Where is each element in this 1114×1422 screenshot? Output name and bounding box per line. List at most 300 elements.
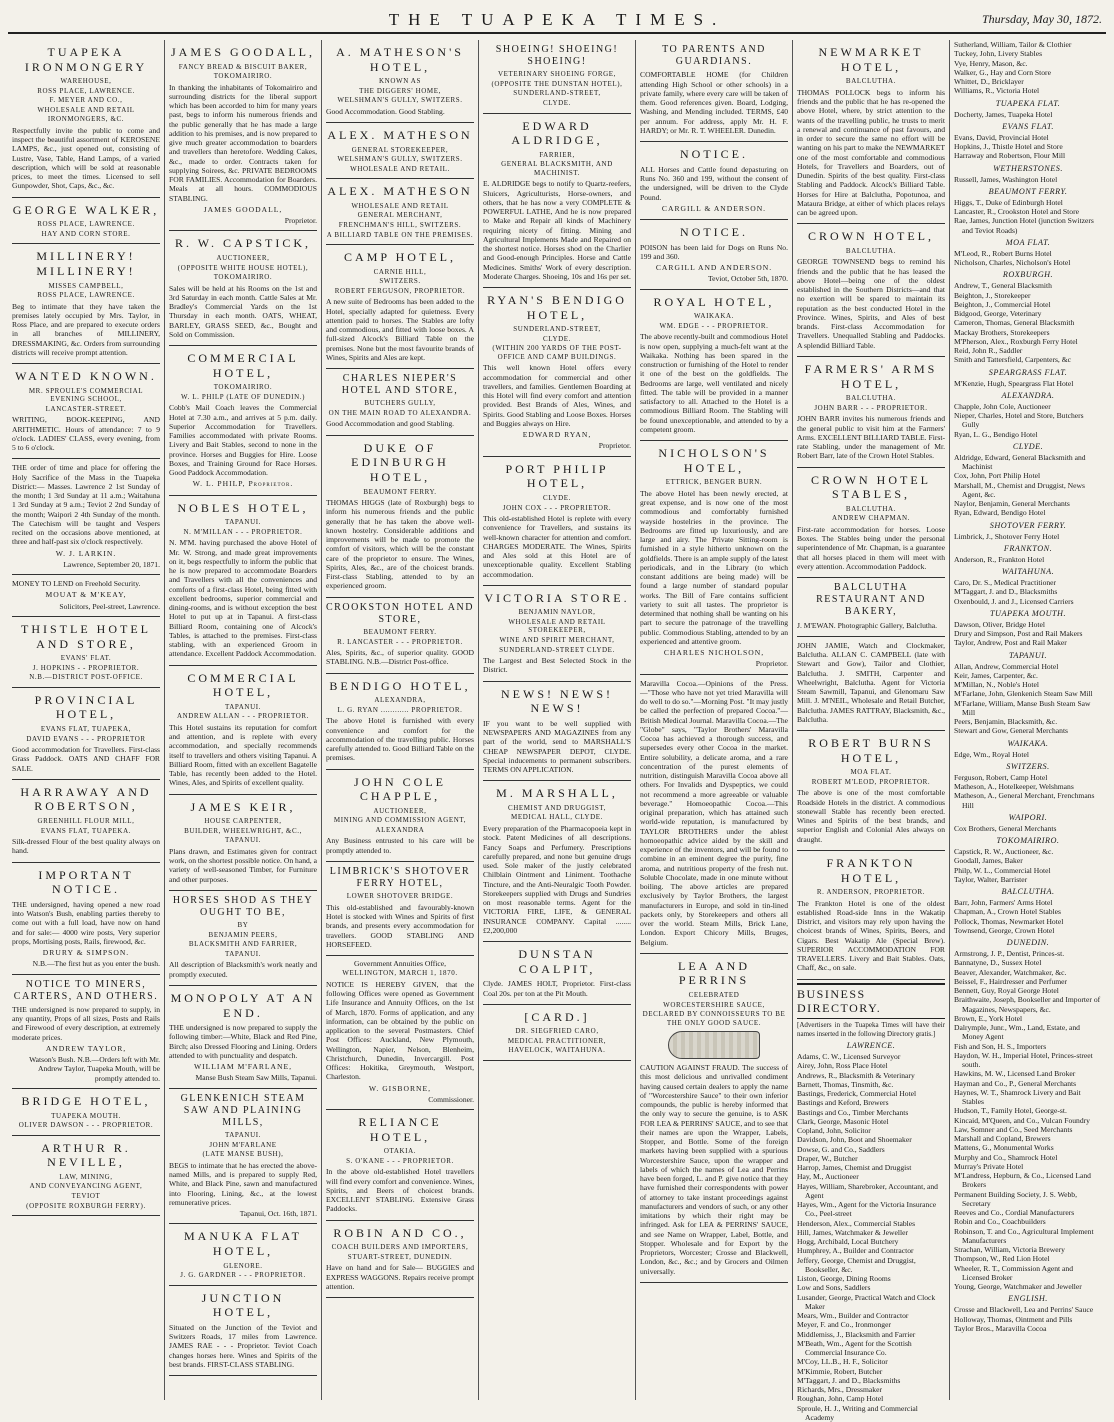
directory-entry: Mears, Wm., Builder and Contractor [797,1311,909,1321]
ad-subline: W. L. PHILP (LATE OF DUNEDIN.) [180,392,306,401]
ad-subline: WHOLESALE AND RETAIL [351,201,449,210]
ad-heading: NOTICE. [680,225,748,239]
advertisement [797,637,945,731]
ad-subline: CELEBRATED [688,991,740,1000]
advertisement [797,357,945,468]
ad-subline: BY [237,921,249,930]
ad-body: THE undersigned, having opened a new road into Watson's Bush, enabling parties thereby to come out with a full load, have now on hand and for sale:— 4000 wire posts, Very superior props, Mortising posts, Rails, firewood, &c. [12,899,160,946]
ad-subline: SWITZERS. [379,277,421,286]
directory-entry: Murphy and Co., Shamrock Hotel [954,1152,1058,1162]
directory-entry: M'Taggart, J. and D., Blacksmiths [954,587,1058,597]
directory-entry: M'Taggart, J. and D., Blacksmiths [797,1375,901,1385]
directory-entry: Walker, G., Hay and Corn Store [954,67,1051,77]
ad-subline: ROBERT M'LEOD, PROPRIETOR. [811,777,931,786]
ad-subline: GREENHILL FLOUR MILL, [37,817,135,826]
ad-body: The above recently-built and commodious Hotel is now open, supplying a much-felt want at the Waikaka. Nothing has been spared in the construction or furnishing of the Hotel to render it one of the best on the goldfields. The Bedrooms are large, well ventilated and nicely fitted. The table will be provided in a manner satisfactory to all. Attached to the Hotel is a commodious Billiard Room. The Stabling will be found unexceptionable, and attended to by a competent groom. [640,332,788,434]
newspaper-column [322,40,479,1400]
advertisement [483,114,631,289]
advertisement [169,986,317,1089]
advertisement [12,364,160,459]
ad-subline: TAPANUI. [224,518,262,527]
directory-district-heading: EVANS FLAT. [1002,121,1054,131]
directory-entry: Mattens, G., Monumental Works [954,1143,1054,1153]
directory-entry: Matheson, A., General Merchant, Frenchmans Hill [954,791,1095,810]
directory-entry: Liston, George, Dining Rooms [797,1274,891,1284]
advertisement [326,1110,474,1221]
ad-subline: TAPANUI. [224,949,262,958]
ad-body: Respectfully invite the public to come and inspect the beautiful assortment of KEROSENE LAMPS, &c., just opened out, consisting of Lustre, Vase, Table, Hand Lamps, of a varied description, which will be sold at reasonable prices, to meet the times. Licensed to sell Gunpowder, Shot, Caps, &c., &c. [12,125,160,191]
ad-subline: MEDICAL HALL, CLYDE. [511,813,603,822]
ad-subline: TAPANUI. [224,702,262,711]
ad-subline: AND CONVEYANCING AGENT, [29,1182,143,1191]
ad-footer: Lawrence, September 20, 1871. [63,559,160,569]
ad-body: WRITING, BOOK-KEEPING, AND ARITHMETIC. Hours of attendance: 7 to 9 o'clock. LADIES' CLASS, every evening, from 5 to 6 o'clock. [12,415,160,453]
ad-subline: BENJAMIN NAYLOR, [518,608,596,617]
directory-entry: Permanent Building Society, J. S. Webb, Secretary [954,1189,1077,1208]
ad-body: GEORGE TOWNSEND begs to remind his friends and the public that he has leased the above Hotel—being one of the oldest established in the Southern Districts—and that no exertion will be spared to maintain its reputation as the best conducted Hotel in the Province. Wines, Spirits, and Ales of best brands. First-class Accommodation for Travellers. Unequalled Stabling and Paddocks. A splendid Billiard Table. [797,257,945,350]
ad-footer: Manse Bush Steam Saw Mills, Tapanui. [195,1073,317,1083]
advertisement [640,954,788,1283]
directory-entry: Beissel, F., Hairdresser and Perfumer [954,976,1068,986]
newspaper-column [636,40,793,1400]
directory-entry: Naylor, Benjamin, General Merchants [954,499,1070,508]
advertisement [640,675,788,954]
directory-entry: Low and Sons, Saddlers [797,1283,871,1293]
ad-body: THE order of time and place for offering the Holy Sacrifice of the Mass in the Tuapeka District:— Masses. Lawrence 2 1st Sunday of the month; 1 3rd Sunday at 11 a.m.; Waitahuna 1 3rd Sunday at 9 a.m.; Teviot 2 2nd Sunday of the month; Waipori 2 4th Sunday of the month. The Catechism will be taught and Vespers recited on the occasions above mentioned, at three and half-past six o'clock respectively. [12,463,160,547]
directory-entry: Smith and Tattersfield, Carpenters, &c [954,355,1072,365]
advertisement [640,40,788,142]
directory-entry: Dawson, Oliver, Bridge Hotel [954,619,1046,629]
advertisement [12,575,160,617]
ad-heading: ROBERT BURNS HOTEL, [808,736,934,765]
ad-subline: (OPPOSITE ROXBURGH FERRY). [26,1201,146,1210]
ad-subline: EVANS FLAT, TUAPEKA, [40,724,132,733]
ad-body: Cobb's Mail Coach leaves the Commercial Hotel at 7.30 a.m., and arrives at 5 p.m. daily. Superior Accommodation for Travellers. Families accommodated with private Rooms. Livery and Bait Stables, second to none in the province. Horses and Buggies for Hire. Loose Boxes, and Training Ground for Race Horses. Good Paddock Accommodation. [169,403,317,478]
directory-entry: Matheson, A., Hotelkeeper, Welshmans [954,782,1074,791]
directory-entry: M'Millan, N., Noble's Hotel [954,680,1039,689]
ad-signature: JAMES GOODALL, [203,204,283,214]
ad-subline: CARNIE HILL, [373,267,427,276]
advertisement [483,1005,631,1061]
directory-district-heading: ALEXANDRA. [1001,390,1055,400]
advertisement [12,863,160,975]
ad-heading: JAMES GOODALL, [171,45,315,59]
directory-entry: Thompson, W., Red Lion Hotel [954,1254,1050,1264]
directory-entry: Mackay Brothers, Storekeepers [954,327,1050,337]
ad-body: POISON has been laid for Dogs on Runs No. 199 and 360. [640,242,788,261]
advertisement [326,862,474,956]
ad-subline: TAPANUI. [224,836,262,845]
directory-district-heading: SWITZERS. [1006,761,1050,771]
advertisement [169,891,317,986]
ad-body: Every preparation of the Pharmacopoeia kept in stock. Patent Medicines of all descriptions. Fancy Soaps and Perfumery. Prescriptions carefully prepared, and none but genuine drugs used. Sole maker of the justly celebrated Chilblain Ointment and Liniment. Toothache Tincture, and the Anti-Neuralgic Tooth Powder. Storekeepers supplied with Drugs and Sundries on most reasonable terms. Agent for the VICTORIA FIRE, LIFE, & GENERAL INSURANCE COMPANY. Capital ........ £2,200,000 [483,824,631,935]
ad-subline: R. ANDERSON, PROPRIETOR. [816,888,926,897]
ad-heading: HORSES SHOD AS THEY OUGHT TO BE, [172,894,314,919]
ad-heading: MONOPOLY AT AN END. [170,990,316,1020]
ad-heading: ALEX. MATHESON [327,128,473,143]
directory-entry: Henderson, Alex., Commercial Stables [797,1218,916,1228]
ad-heading: BENDIGO HOTEL, [329,678,471,693]
ad-subline: DECLARED BY CONNOISSEURS TO BE THE ONLY GOOD SAUCE. [642,1010,786,1027]
ad-subline: HAY AND CORN STORE. [41,229,131,238]
advertisement [326,179,474,245]
directory-entry: Hayman and Co., P., General Merchants [954,1078,1077,1088]
advertisement [12,617,160,688]
ad-subline: VETERINARY SHOEING FORGE, [498,70,616,79]
ad-body: BEGS to intimate that he has erected the above-named Mills, and is prepared to supply Red, White, and Black Pine, sawn and manufactured into Flooring, Lining, &c., at the lowest remunerative prices. [169,1160,317,1207]
directory-entry: Ferguson, Robert, Camp Hotel [954,772,1048,782]
ad-heading: EDWARD ALDRIDGE, [511,118,603,148]
directory-entry: Bastings and Co., Timber Merchants [797,1107,909,1117]
ad-subline: EVANS FLAT, TUAPEKA. [40,826,132,835]
ad-heading: ROYAL HOTEL, [653,294,775,309]
ad-heading: DUNSTAN COALPIT, [518,947,596,976]
directory-entry: Haydon, W. H., Imperial Hotel, Princes-street south. [954,1050,1093,1069]
newspaper-column [8,40,165,1400]
directory-entry: Fish and Son, H. S., Importers [954,1041,1047,1051]
ad-subline: HOUSE CARPENTER, [204,817,282,826]
advertisement [483,942,631,1005]
ad-signature: W. J. LARKIN. [55,548,117,558]
ad-subline: WAIKAKA. [694,312,734,321]
ad-subline: AUCTIONEER, [373,806,427,815]
directory-entry: Draper, W., Butcher [797,1153,858,1163]
ad-body: E. ALDRIDGE begs to notify to Quartz-reefers, Sluicers, Agriculturists, Horse-owners, and others, that he has now a very COMPLETE & POWERFUL LATHE, And he is now prepared to Make and Repair all kinds of Machinery requiring nicety of fitting. Mining and Agricultural Implements Made and Repaired on the shortest notice. Horses shod on the Charlier and Good-enough Principles. Horse and Cattle Medicines. Smiths' Work of every description. Moderate Charges. Shoeing, 10s and 16s per set. [483,179,631,281]
ad-body: In the above old-established Hotel travellers will find every comfort and convenience. Wines, Spirits, and Beers of choicest brands. EXCELLENT STABLING. Extensive Grass Paddocks. [326,1167,475,1214]
directory-entry: Davidson, John, Boot and Shoemaker [797,1135,912,1145]
ad-body: Silk-dressed Flour of the best quality always on hand. [12,837,160,856]
advertisement [640,441,788,675]
advertisement [797,731,945,851]
ad-body: First-rate accommodation for horses. Loose Boxes. The Stables being under the personal superintendence of Mr. Chapman, is a guarantee that all horses placed in them will meet with every attention. Accommodation Paddock. [797,524,945,571]
ad-heading: CROWN HOTEL, [808,229,934,244]
directory-entry: Edge, Wm., Royal Hotel [954,749,1029,759]
ad-heading: WANTED KNOWN. [15,369,157,384]
ad-subline: SUNDERLAND-STREET, [513,325,601,334]
ad-subline: WELLINGTON, MARCH 1, 1870. [342,969,458,978]
ad-heading: ALEX. MATHESON [327,184,473,199]
advertisement [797,468,945,579]
ad-heading: M. MARSHALL, [496,786,618,801]
ad-subline: TOKOMAIRIRO. [213,383,273,392]
business-directory-title: BUSINESS DIRECTORY. [797,983,945,1019]
ad-footer: Proprietor. [284,216,317,226]
advertisement [483,781,631,942]
ad-subline: OLIVER DAWSON - - - PROPRIETOR. [18,1121,154,1130]
ad-subline: FARRIER, [539,150,575,159]
directory-entry: Bannatyne, D., Sussex Hotel [954,958,1042,968]
ad-footer: Watson's Bush. N.B.—Orders left with Mr. Andrew Taylor, Tuapeka Mouth, will be promptly attended to. [29,1055,160,1083]
ad-subline: EVANS' FLAT. [60,654,112,663]
advertisement [169,496,317,666]
directory-entry: Keir, James, Carpenter, &c. [954,670,1038,680]
directory-entry: Dowse, G. and Co., Saddlers [797,1144,885,1154]
ad-subline: JOHN BARR - - - PROPRIETOR. [814,403,928,412]
directory-entry: Hill, James, Watchmaker & Jeweller [797,1227,909,1237]
directory-entry: Adams, C. W., Licensed Surveyor [797,1052,901,1062]
ad-heading: TO PARENTS AND GUARDIANS. [662,44,766,68]
ad-subline: BUTCHERS GULLY, [364,399,436,408]
directory-entry: Barnett, Thomas, Tinsmith, &c. [797,1079,894,1089]
ad-subline: CLYDE. [543,334,571,343]
directory-entry: Pollock, Thomas, Newmarket Hotel [954,916,1064,926]
directory-district-heading: WAITAHUNA. [1001,567,1055,576]
ad-heading: MANUKA FLAT HOTEL, [183,1229,302,1258]
directory-entry: Kincaid, M'Queen, and Co., Vulcan Foundry [954,1115,1090,1125]
ad-body: Situated on the Junction of the Teviot and Switzers Roads, 17 miles from Lawrence. JAMES RAE - - - Proprietor. Teviot Coach changes horses here. Wines and Spirits of the best brands. FIRST-CLASS STABLING. [169,1322,317,1369]
ad-footer: N.B.—The first hut as you enter the bush. [32,959,160,969]
ad-heading: R. W. CAPSTICK, [174,236,312,251]
ad-subline: WELSHMAN'S GULLY, SWITZERS. [337,96,463,105]
newspaper-title: THE TUAPEKA TIMES. [388,10,726,29]
ad-body: Clyde. JAMES HOLT, Proprietor. First-class Coal 20s. per ton at the Pit Mouth. [483,979,631,998]
ad-signature: EDWARD RYAN, [522,430,592,440]
advertisement [169,1089,317,1225]
ad-body: JOHN BARR invites his numerous friends and the general public to visit him at the Farmers' Arms. EXCELLENT BILLIARD TABLE. First-rate Stabling, under the management of Mr. Robert Barr, late of the Crown Hotel Stables. [797,414,945,461]
newspaper-column [165,40,322,1400]
ad-heading: LEA AND PERRINS [678,958,750,988]
ad-heading: NOTICE. [680,147,748,162]
advertisement [326,674,474,770]
directory-entry: Ryan, Edward, Bendigo Hotel [954,508,1046,518]
directory-entry: Dalrymple, Junr., Wm., Land, Estate, and Money Agent [954,1023,1080,1042]
directory-entry: Beighton, J., Commercial Hotel [954,299,1051,309]
ad-body: Sales will be held at his Rooms on the 1st and 3rd Saturday in each month. Cattle Sales at Mr. Bradley's Commercial Yards on the 1st Thursday in each month. OATS, WHEAT, BARLEY, GRASS SEED, &c., Bought and Sold on Commission. [169,283,317,339]
directory-entry: Brown, E., York Hotel [954,1013,1023,1023]
directory-entry: Sutherland, William, Tailor & Clothier [954,40,1072,49]
advertisement [12,244,160,364]
directory-entry: Robin and Co., Coachbuilders [954,1217,1046,1227]
directory-entry: Young, George, Watchmaker and Jeweller [954,1282,1082,1291]
directory-entry: M'Kenzie, Hugh, Speargrass Flat Hotel [954,378,1074,388]
advertisement [640,220,788,290]
ad-body: MONEY TO LEND on Freehold Security. [12,579,141,589]
ad-heading: JUNCTION HOTEL, [201,1290,285,1320]
ad-heading: DUKE OF EDINBURGH HOTEL, [351,440,449,484]
directory-entry: Vye, Henry, Mason, &c. [954,58,1028,68]
directory-entry: Strachan, William, Victoria Brewery [954,1245,1065,1254]
directory-entry: Caro, Dr. S., Medical Practitioner [954,578,1057,587]
advertisement [326,369,474,436]
directory-entry: Hay, M., Auctioneer [797,1172,859,1182]
ad-subline: FANCY BREAD & BISCUIT BAKER, [178,62,308,71]
ad-subline: BALCLUTHA. [845,504,897,513]
ad-subline: BEAUMONT FERRY. [363,628,437,636]
ad-body: Any Business entrusted to his care will be promptly attended to. [326,836,474,855]
ad-subline: J. G. GARDNER - - - PROPRIETOR. [180,1271,306,1280]
ad-body: Plans drawn, and Estimates given for contract work, on the shortest possible notice. On hand, a variety of well-seasoned Timber, for Furniture and other purposes. [169,846,317,884]
ad-subline: BUILDER, WHEELWRIGHT, &C., [184,826,302,835]
advertisement [169,40,317,231]
directory-entry: Airey, John, Ross Place Hotel [797,1061,888,1071]
ad-subline: ANDREW CHAPMAN. [831,514,911,523]
directory-entry: Wheeler, R. T., Commission Agent and Licensed Broker [954,1263,1073,1282]
directory-entry: Roughan, John, Camp Hotel [797,1394,884,1404]
directory-entry: Lusander, George, Practical Watch and Clock Maker [797,1292,936,1311]
directory-entry: Capstick, R. W., Auctioneer, &c. [954,847,1054,856]
ad-body: Maravilla Cocoa.—Opinions of the Press.—"Those who have not yet tried Maravilla will do well to do so."—Morning Post. "It may justly be called the perfection of prepared Cocoa."—British Medical Journal. Maravilla Cocoa.—The "Globe" says, "Taylor Brothers' Maravilla Cocoa has achieved a thorough success, and supersedes every other Cocoa in the market. Entire solubility, a delicate aroma, and a rare concentration of the purest elements of nutrition, distinguish Maravilla Cocoa above all others. For Invalids and Dyspeptics, we could not recommend a more agreeable or valuable beverage." Homoeopathic Cocoa.—This original preparation, which has attained such world-wide reputation, is manufactured by TAYLOR BROTHERS under the ablest homoeopathic advice aided by the skill and experience of the inventors, and will be found to combine in an eminent degree the purity, fine aroma, and nutritious property of the fresh nut. Soluble Chocolate, made in one minute without boiling. The above articles are prepared exclusively by Taylor Brothers, the largest manufacturers in Europe, and sold in tin-lined packets only, by Storekeepers and others all over the world. Steam Mills, Brick Lane, London. Export Chicory Mills, Bruges, Belgium. [640,678,788,947]
directory-entry: Russell, James, Washington Hotel [954,174,1058,184]
directory-entry: Taylor, Walter, Barrister [954,874,1028,884]
directory-entry: Haynes, W. T., Shamrock Livery and Bait Stables [954,1087,1081,1106]
directory-entry: Rae, James, Junction Hotel (junction Switzers and Teviot Roads) [954,216,1094,235]
directory-district-heading: TAPANUI. [1008,650,1048,660]
ad-subline: HAVELOCK, WAITAHUNA. [508,1046,606,1055]
issue-date: Thursday, May 30, 1872. [982,12,1102,26]
directory-entry: Hudson, T., Family Hotel, George-st. [954,1106,1067,1116]
ad-subline: BALCLUTHA. [845,394,897,403]
ad-subline: SUNDERLAND-STREET, [513,89,601,98]
advertisement [483,457,631,586]
ad-subline: WHOLESALE AND RETAIL. [350,164,450,173]
ad-subline: OTAKIA. [383,1147,417,1156]
ad-subline: N.B.—DISTRICT POST-OFFICE. [29,673,143,682]
directory-district-heading: WAIKAKA. [1007,738,1049,748]
ad-body: A new suite of Bedrooms has been added to the Hotel, specially adapted for quietness. Every attention paid to horses. The Stables are lofty and commodious, and fitted with loose boxes. A full-sized Alcock's Billiard Table on the premises. None but the most favourite brands of Wines, Spirits and Ales are kept. [326,297,474,362]
directory-entry: Philp, W. L., Commercial Hotel [954,865,1051,875]
ad-subline: R. LANCASTER - - - PROPRIETOR. [337,637,463,646]
ad-heading: ARTHUR R. NEVILLE, [41,1140,131,1170]
advertisement [12,688,160,780]
advertisement [169,346,317,496]
ad-heading: PORT PHILIP HOTEL, [505,461,609,491]
directory-entry: Townsend, George, Crown Hotel [954,925,1055,935]
advertisement [797,578,945,637]
directory-entry: Bastings, Frederick, Commercial Hotel [797,1089,917,1099]
directory-entry: Crosse and Blackwell, Lea and Perrins' Sauce [954,1305,1094,1315]
ad-subline: AUCTIONEER, [216,254,270,263]
directory-entry: Braithwaite, Joseph, Bookseller and Importer of Magazines, Newspapers, &c. [954,995,1101,1014]
directory-entry: Barr, John, Farmers' Arms Hotel [954,898,1053,907]
directory-entry: Ryan, L. G., Bendigo Hotel [954,429,1038,439]
directory-entry: Hogg, Archibald, Local Butchery [797,1237,899,1247]
ad-subline: (OPPOSITE THE DUNSTAN HOTEL), [491,79,623,88]
directory-entry: Marshall, M., Chemist and Druggist, News Agent, &c. [954,480,1085,499]
ad-signature: WILLIAM M'FARLANE, [193,1062,293,1072]
ad-subline: BLACKSMITH AND FARRIER, [188,940,298,949]
directory-entry: Chapple, John Cole, Auctioneer [954,401,1051,411]
directory-entry: Hayes, William, Sharebroker, Accountant, and Agent [797,1181,938,1200]
ad-subline: MEDICAL PRACTITIONER, [507,1036,607,1045]
ad-body: Good Accommodation. Good Stabling. [326,106,445,116]
ad-body: All description of Blacksmith's work neatly and promptly executed. [169,960,317,979]
ad-heading: RELIANCE HOTEL, [358,1115,442,1144]
ad-body: THOMAS POLLOCK begs to inform his friends and the public that he has re-opened the above Hotel, where, by strict attention to the wants of the travelling public, he trusts to merit a renewal and continuance of past favours, and in order to secure the same no effort will be wanting on his part to make the NEWMARKET one of the most comfortable and commodious Hotels, for Travellers and Boarders, out of Dunedin. Spirits of the best quality. First-class Stabling and Paddock. Alcock's Billiard Table. Horses for Hire at Balclutha, Popotunoa, and Mataura Bridge, at either of which places relays can be agreed upon. [797,87,945,218]
directory-entry: Richards, Mrs., Dressmaker [797,1385,882,1395]
directory-entry: Drury and Simpson, Post and Rail Makers [954,629,1083,638]
ad-subline: WHOLESALE AND RETAIL STOREKEEPER, [508,617,606,635]
ad-heading: GEORGE WALKER, [12,202,160,217]
ad-heading: [CARD.] [524,1009,590,1024]
directory-entry: Robinson, T. and Co., Agricultural Implement Manufacturers [954,1226,1094,1245]
directory-entry: Goodall, James, Baker [954,856,1023,866]
ad-heading: CROOKSTON HOTEL AND STORE, [326,601,474,625]
advertisement [797,224,945,357]
ad-subline: (LATE MANSE BUSH), [202,1150,284,1159]
ad-heading: MILLINERY! MILLINERY! [36,249,136,278]
ad-body: This well known Hotel offers every accommodation for commercial and other travellers, and families. Gentlemen Boarding at this Hotel will find every comfort and attention provided. Best Brands of Ales, Wines, and Spirits. Good Stabling and Loose Boxes. Horses and Buggies always on Hire. [483,363,631,428]
directory-entry: Bidgood, George, Veterinary [954,309,1042,318]
directory-entry: Taylor, Andrew, Post and Rail Maker [954,638,1067,648]
ad-body: Ales, Spirits, &c., of superior quality. GOOD STABLING. N.B.—District Post-office. [326,648,474,667]
directory-entry: Clark, George, Masonic Hotel [797,1116,889,1126]
ad-heading: TUAPEKA IRONMONGERY [24,45,148,74]
ad-heading: COMMERCIAL HOTEL, [187,670,299,700]
ad-subline: COACH BUILDERS AND IMPORTERS, [331,1243,469,1252]
ad-body: Have on hand and for Sale— BUGGIES and EXPRESS WAGGONS. Repairs receive prompt attention. [326,1263,474,1291]
advertisement [326,598,474,674]
ad-signature: MOUAT & M'KEAY, [45,590,127,600]
ad-footer: Tapanui, Oct. 16th, 1871. [239,1209,317,1219]
directory-entry: Marshall and Copland, Brewers [954,1134,1051,1143]
advertisement [169,231,317,346]
ad-footer: Proprietor. [755,659,788,669]
ad-body: The Largest and Best Selected Stock in the District. [483,656,631,675]
directory-entry: Nicholson, Charles, Nicholson's Hotel [954,258,1071,267]
ad-subline: ROSS PLACE, LAWRENCE. [37,220,135,229]
ad-footer: Solicitors, Peel-street, Lawrence. [59,601,160,611]
directory-entry: Bastings and Keford, Brewers [797,1098,889,1108]
directory-entry: Andrew, T., General Blacksmith [954,281,1052,291]
directory-entry: M'Beath, Wm., Agent for the Scottish Commercial Insurance Co. [797,1338,912,1358]
directory-entry: Higgs, T., Duke of Edinburgh Hotel [954,197,1063,207]
ad-signature: W. GISBORNE, [368,1083,432,1093]
ad-heading: ROBIN AND CO., [333,1225,467,1240]
ad-body: COMFORTABLE HOME (for Children attending High School or other schools) in a private family, where every care will be taken of them. Good references given. Board, Lodging, Washing, and Mending included. TERMS, £40 per annum. For address, apply Mr. H. F. HARDY; or Mr. R. T. WHEELER. Dunedin. [640,70,788,135]
ad-subline: GENERAL MERCHANT, [357,211,443,220]
ad-body: N. M'M. having purchased the above Hotel of Mr. W. Strong, and made great improvements on it, begs respectfully to inform the public that he is now prepared to accommodate Boarders and Travellers with all the conveniences and comforts of a first-class Hotel, being fitted with excellent bedrooms, superior commercial and dining-rooms, and is without exception the best Hotel to put up at in Tapanui. A first-class Billiard Room, containing one of Alcock's Tables, is attached to the premises. First-class stabling, with an experienced Groom in attendance. Excellent Paddock Accommodation. [169,538,317,659]
directory-entry: Whittet, D., Bricklayer [954,77,1024,86]
directory-entry: Holloway, Thomas, Ointment and Pills [954,1314,1073,1324]
ad-body: Beg to intimate that they have taken the premises lately occupied by Mrs. Taylor, in Ross Place, and are prepared to execute orders in all branches of MILLINERY, DRESSMAKING, &c. Orders from surrounding districts will receive prompt attention. [12,301,160,357]
ad-body: THE undersigned is now prepared to supply, in any quantity, Props of all sizes, Posts and Rails and Firewood of every description, at extremely moderate prices. [12,1004,160,1042]
ad-subline: WORCESTERSHIRE SAUCE, [663,1000,765,1009]
ad-body: ALL Horses and Cattle found depasturing on Runs No. 360 and 199, without the consent of the undersigned, will be driven to the Clyde Pound. [640,164,788,202]
directory-district-heading: MOA FLAT. [1005,237,1051,247]
directory-entry: Williams, R., Victoria Hotel [954,86,1040,96]
ad-body: THE undersigned is now prepared to supply the following timber:—White, Black and Red Pine, Birch; also Dressed Flooring and Lining. Orders attended to with punctuality and despatch. [169,1023,317,1060]
ad-heading: CROWN HOTEL STABLES, [811,472,931,502]
ad-subline: (OPPOSITE WHITE HOUSE HOTEL), [177,263,309,272]
ad-subline: BEAUMONT FERRY. [363,487,437,496]
advertisement [169,1224,317,1285]
directory-district-heading: BALCLUTHA. [1001,887,1055,896]
newspaper-column [950,40,1106,1400]
directory-entry: Bennett, Guy, Royal George Hotel [954,986,1059,995]
business-directory-intro: [Advertisers in the Tuapeka Times will have their names inserted in the following Directory gratis.] [797,1020,945,1038]
advertisement [640,142,788,220]
advertisement [326,436,474,598]
ad-subline: N. M'MILLAN - - - PROPRIETOR. [183,527,303,536]
directory-entry: Nieper, Charles, Hotel and Store, Butchers Gully [954,411,1084,430]
directory-entry: Meyer, F. and Co., Ironmonger [797,1320,891,1330]
directory-entry: M'Farlane, John, Glenkenich Steam Saw Mill [954,689,1093,699]
directory-entry: Hayes, Wm., Agent for the Victoria Insurance Co., Peel-street [797,1200,937,1219]
advertisement [326,1221,474,1298]
ad-heading: FRANKTON HOTEL, [826,855,916,885]
ad-signature: ANDREW TAYLOR, [45,1043,127,1053]
directory-entry: M'Kimmie, Robert, Butcher [797,1366,883,1376]
ad-body: This old-established Hotel is replete with every convenience for Travellers, and sustains its well-known character for attention and comfort. CHARGES MODERATE. The Wines, Spirits and Ales sold at this Hotel are of unexceptionable quality. Excellent Stabling accommodation. [483,514,631,579]
directory-entry: M'Coy, LL.B., H. F., Solicitor [797,1357,888,1367]
directory-district-heading: ENGLISH. [1008,1294,1048,1304]
directory-entry: Chapman, A., Crown Hotel Stables [954,907,1061,917]
ad-subline: LAW, MINING, [59,1172,113,1181]
directory-entry: Cox, John, Port Philip Hotel [954,471,1041,481]
ad-subline: WM. EDGE - - - PROPRIETOR. [659,321,769,330]
advertisement [483,586,631,682]
newspaper-column [479,40,636,1400]
